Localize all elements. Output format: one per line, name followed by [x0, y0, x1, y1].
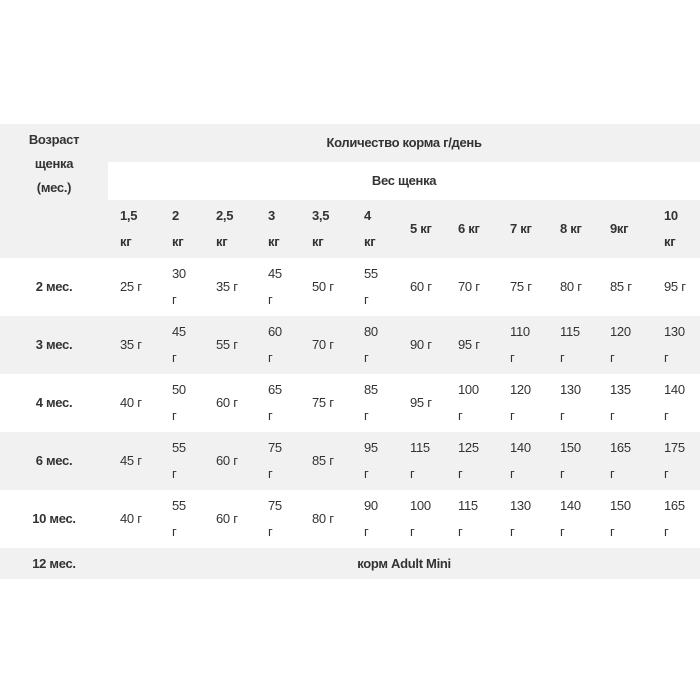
amount-cell: 85 г [352, 374, 398, 432]
amount-cell: 175 г [652, 432, 700, 490]
amount-cell: 90 г [398, 316, 446, 374]
amount-cell: 50 г [300, 258, 352, 316]
table-row [0, 258, 700, 316]
weight-column-header: 2 кг [160, 200, 204, 258]
amount-cell: 125 г [446, 432, 498, 490]
table-row [0, 548, 700, 579]
amount-cell: 75 г [300, 374, 352, 432]
age-cell: 2 мес. [0, 258, 108, 316]
weight-column-header: 10 кг [652, 200, 700, 258]
amount-cell: 70 г [446, 258, 498, 316]
amount-cell: 130 г [498, 490, 548, 548]
amount-cell: 75 г [256, 432, 300, 490]
amount-cell: 90 г [352, 490, 398, 548]
amount-header: Количество корма г/день [108, 124, 700, 162]
amount-cell: 25 г [108, 258, 160, 316]
age-cell: 3 мес. [0, 316, 108, 374]
weight-column-header: 5 кг [398, 200, 446, 258]
table-row [0, 374, 700, 432]
amount-cell: 35 г [108, 316, 160, 374]
age-cell: 10 мес. [0, 490, 108, 548]
amount-cell: 100 г [398, 490, 446, 548]
amount-cell: 120 г [498, 374, 548, 432]
weight-column-header: 9кг [598, 200, 652, 258]
weight-column-header: 2,5 кг [204, 200, 256, 258]
amount-cell: 165 г [652, 490, 700, 548]
amount-cell: 55 г [160, 432, 204, 490]
amount-cell: 70 г [300, 316, 352, 374]
adult-food-note: корм Adult Mini [108, 548, 700, 579]
amount-cell: 150 г [548, 432, 598, 490]
amount-cell: 55 г [204, 316, 256, 374]
amount-cell: 95 г [398, 374, 446, 432]
amount-cell: 135 г [598, 374, 652, 432]
amount-cell: 45 г [160, 316, 204, 374]
weight-column-header: 8 кг [548, 200, 598, 258]
feeding-table [0, 124, 700, 579]
amount-cell: 35 г [204, 258, 256, 316]
age-cell: 4 мес. [0, 374, 108, 432]
amount-cell: 45 г [108, 432, 160, 490]
amount-cell: 60 г [204, 374, 256, 432]
amount-cell: 115 г [446, 490, 498, 548]
age-cell: 6 мес. [0, 432, 108, 490]
amount-cell: 100 г [446, 374, 498, 432]
amount-cell: 60 г [204, 432, 256, 490]
amount-cell: 95 г [446, 316, 498, 374]
table-row [0, 316, 700, 374]
amount-cell: 55 г [160, 490, 204, 548]
amount-cell: 165 г [598, 432, 652, 490]
age-header-text: Возраст щенка (мес.) [28, 132, 80, 195]
amount-cell: 115 г [398, 432, 446, 490]
amount-cell: 130 г [652, 316, 700, 374]
amount-cell: 130 г [548, 374, 598, 432]
amount-cell: 65 г [256, 374, 300, 432]
amount-cell: 85 г [598, 258, 652, 316]
weight-column-header: 3 кг [256, 200, 300, 258]
amount-cell: 75 г [256, 490, 300, 548]
weight-column-header: 6 кг [446, 200, 498, 258]
amount-cell: 50 г [160, 374, 204, 432]
amount-cell: 60 г [256, 316, 300, 374]
age-column-header [0, 124, 108, 258]
weight-column-header: 4 кг [352, 200, 398, 258]
amount-cell: 80 г [548, 258, 598, 316]
amount-cell: 140 г [548, 490, 598, 548]
weight-header: Вес щенка [108, 162, 700, 200]
weight-column-header: 3,5 кг [300, 200, 352, 258]
table-row [0, 490, 700, 548]
amount-cell: 60 г [204, 490, 256, 548]
weight-column-header: 1,5 кг [108, 200, 160, 258]
weight-column-header: 7 кг [498, 200, 548, 258]
amount-cell: 30 г [160, 258, 204, 316]
amount-cell: 85 г [300, 432, 352, 490]
amount-cell: 60 г [398, 258, 446, 316]
amount-cell: 140 г [652, 374, 700, 432]
amount-cell: 150 г [598, 490, 652, 548]
amount-cell: 120 г [598, 316, 652, 374]
amount-cell: 40 г [108, 490, 160, 548]
table-row [0, 432, 700, 490]
amount-cell: 80 г [300, 490, 352, 548]
amount-cell: 75 г [498, 258, 548, 316]
amount-cell: 115 г [548, 316, 598, 374]
amount-cell: 45 г [256, 258, 300, 316]
amount-cell: 110 г [498, 316, 548, 374]
age-cell: 12 мес. [0, 548, 108, 579]
amount-cell: 140 г [498, 432, 548, 490]
amount-cell: 95 г [652, 258, 700, 316]
amount-cell: 80 г [352, 316, 398, 374]
amount-cell: 40 г [108, 374, 160, 432]
amount-cell: 95 г [352, 432, 398, 490]
amount-cell: 55 г [352, 258, 398, 316]
